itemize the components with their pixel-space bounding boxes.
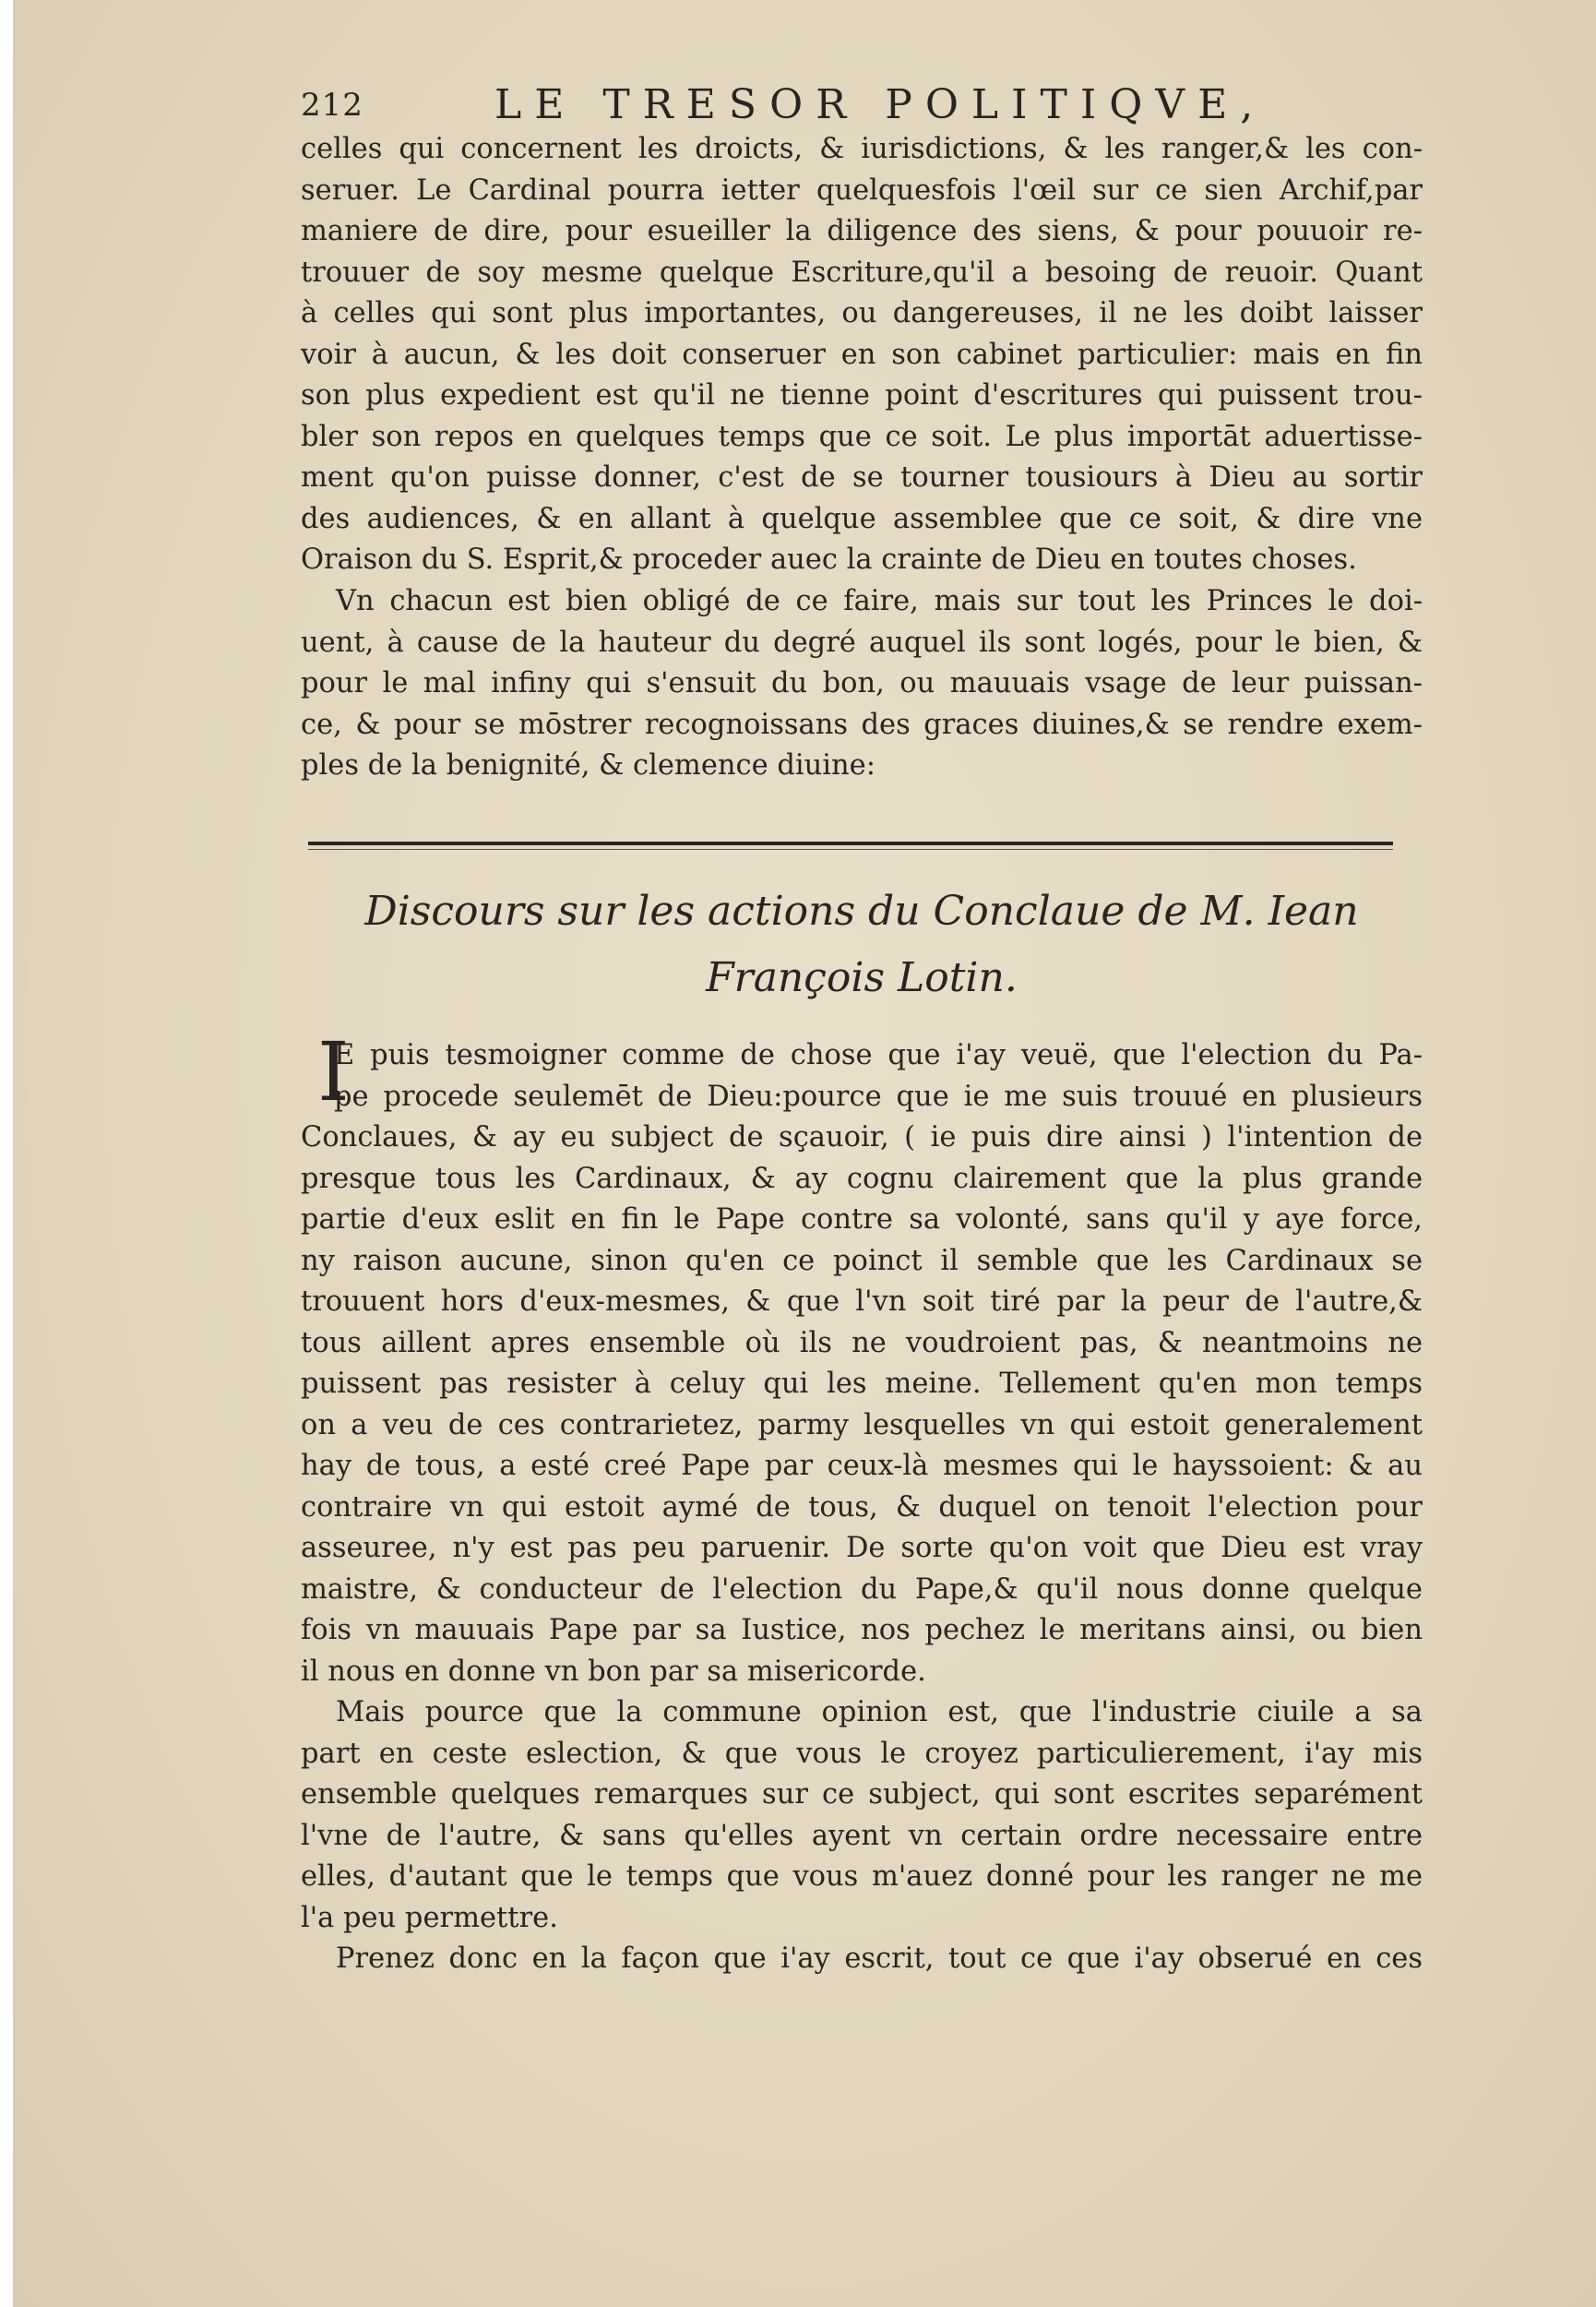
text-line: E puis tesmoigner comme de chose que i'ay veuë, que l'election du Pa- [334, 1039, 1423, 1071]
running-title: LE TRESOR POLITIQVE, [494, 81, 1267, 128]
text-line: seruer. Le Cardinal pourra ietter quelquesfois l'œil sur ce sien Archif,par [301, 173, 1423, 207]
text-line: trouuer de soy mesme quelque Escriture,qu'il a besoing de reuoir. Quant [301, 256, 1423, 289]
text-line: Prenez donc en la façon que i'ay escrit, tout ce que i'ay obserué en ces [336, 1942, 1423, 1975]
paragraph-3 [301, 1035, 1423, 1692]
text-line: maistre, & conducteur de l'election du Pape,& qu'il nous donne quelque [301, 1572, 1423, 1606]
text-line: ples de la benignité, & clemence diuine: [301, 749, 875, 782]
drop-cap: I [317, 1024, 350, 1119]
text-line: son plus expedient est qu'il ne tienne point d'escritures qui puissent trou- [301, 379, 1423, 412]
text-line: elles, d'autant que le temps que vous m'auez donné pour les ranger ne me [301, 1860, 1423, 1893]
text-line: puissent pas resister à celuy qui les meine. Tellement qu'en mon temps [301, 1368, 1423, 1400]
text-line: pour le mal infiny qui s'ensuit du bon, ou mauuais vsage de leur puissan- [301, 667, 1423, 699]
text-line: bler son repos en quelques temps que ce soit. Le plus importāt aduertisse- [301, 420, 1423, 453]
paragraph-4 [301, 1692, 1423, 1939]
text-line: celles qui concernent les droicts, & iurisdictions, & les ranger,& les con- [301, 133, 1423, 165]
text-line: Conclaues, & ay eu subject de sçauoir, ( ie puis dire ainsi ) l'intention de [301, 1121, 1423, 1154]
text-line: fois vn mauuais Pape par sa Iustice, nos pechez le meritans ainsi, ou bien [301, 1614, 1423, 1646]
text-line: pe procede seulemēt de Dieu:pource que ie me suis trouué en plusieurs [334, 1080, 1423, 1113]
text-line: hay de tous, a esté creé Pape par ceux-là mesmes qui le hayssoient: & au [301, 1450, 1423, 1482]
text-line: on a veu de ces contrarietez, parmy lesquelles vn qui estoit generalement [301, 1408, 1423, 1441]
text-line: des audiences, & en allant à quelque assemblee que ce soit, & dire vne [301, 502, 1423, 535]
section-title-line: Discours sur les actions du Conclaue de M. Iean [364, 888, 1359, 935]
text-line: ment qu'on puisse donner, c'est de se tourner tousiours à Dieu au sortir [301, 461, 1423, 494]
text-line: presque tous les Cardinaux, & ay cognu clairement que la plus grande [301, 1162, 1423, 1195]
page-number: 212 [301, 87, 363, 124]
text-line: uent, à cause de la hauteur du degré auquel ils sont logés, pour le bien, & [301, 626, 1423, 659]
section-title-line: François Lotin. [706, 954, 1018, 1001]
text-line: maniere de dire, pour esueiller la diligence des siens, & pour pouuoir re- [301, 215, 1423, 247]
text-line: ensemble quelques remarques sur ce subject, qui sont escrites separément [301, 1778, 1423, 1811]
text-line: ce, & pour se mōstrer recognoissans des graces diuines,& se rendre exem- [301, 708, 1423, 741]
text-line: l'a peu permettre. [301, 1901, 558, 1934]
paragraph-2 [301, 581, 1423, 787]
running-header [301, 81, 1267, 128]
book-page [13, 0, 1596, 2307]
text-line: ny raison aucune, sinon qu'en ce poinct il semble que les Cardinaux se [301, 1244, 1423, 1277]
paragraph-5 [301, 1939, 1423, 1980]
text-line: Oraison du S. Esprit,& proceder auec la crainte de Dieu en toutes choses. [301, 544, 1357, 576]
section-divider-rule [308, 849, 1393, 850]
text-line: il nous en donne vn bon par sa misericorde. [301, 1655, 926, 1688]
text-line: trouuent hors d'eux-mesmes, & que l'vn soit tiré par la peur de l'autre,& [301, 1285, 1423, 1318]
text-line: contraire vn qui estoit aymé de tous, & duquel on tenoit l'election pour [301, 1490, 1423, 1524]
text-line: Mais pource que la commune opinion est, que l'industrie ciuile a sa [336, 1696, 1423, 1728]
text-line: voir à aucun, & les doit conseruer en son cabinet particulier: mais en fin [301, 338, 1423, 371]
text-line: à celles qui sont plus importantes, ou dangereuses, il ne les doibt laisser [301, 297, 1423, 329]
section-divider [308, 842, 1393, 845]
text-line: asseuree, n'y est pas peu paruenir. De sorte qu'on voit que Dieu est vray [301, 1532, 1423, 1564]
text-line: Vn chacun est bien obligé de ce faire, mais sur tout les Princes le doi- [336, 585, 1423, 617]
text-line: partie d'eux eslit en fin le Pape contre sa volonté, sans qu'il y aye force, [301, 1203, 1423, 1236]
text-line: part en ceste eslection, & que vous le croyez particulierement, i'ay mis [301, 1737, 1423, 1770]
text-line: tous aillent apres ensemble où ils ne voudroient pas, & neantmoins ne [301, 1326, 1423, 1359]
section-title [301, 879, 1423, 1011]
paragraph-1 [301, 129, 1423, 581]
text-line: l'vne de l'autre, & sans qu'elles ayent vn certain ordre necessaire entre [301, 1819, 1423, 1852]
